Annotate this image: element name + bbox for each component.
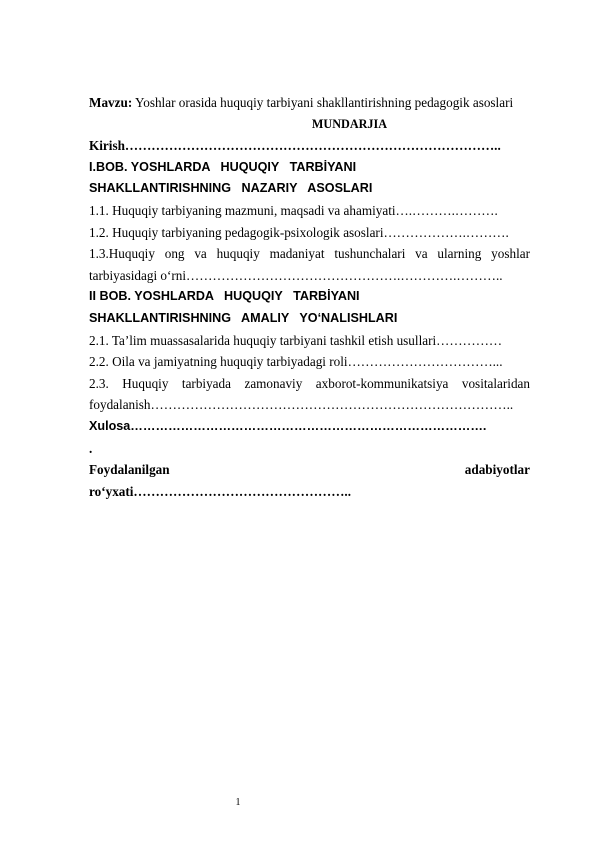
- toc-item-1-1: 1.1. Huquqiy tarbiyaning mazmuni, maqsadi va ahamiyati….……….……….: [89, 202, 498, 218]
- toc-item-1-2: 1.2. Huquqiy tarbiyaning pedagogik-psixologik asoslari……………….……….: [89, 224, 509, 240]
- chapter1-title-line1: I.BOB. YOSHLARDA HUQUQIY TARBİYANI: [89, 159, 357, 174]
- toc-references-line2: ro‘yxati…………………………………………..: [89, 483, 352, 499]
- chapter2-title-line1: II BOB. YOSHLARDA HUQUQIY TARBİYANI: [89, 289, 360, 304]
- toc-item-1-3: 1.3.Huquqiy ong va huquqiy madaniyat tushunchalari va ularning yoshlar tarbiyasidagi o‘rni………………………………………….………….………..: [89, 246, 530, 283]
- chapter2-title-line2: SHAKLLANTIRISHNING AMALIY YO‘NALISHLARI: [89, 310, 398, 325]
- toc-item-2-3: 2.3. Huquqiy tarbiyada zamonaviy axborot-kommunikatsiya vositalaridan foydalanish………………………………………………………………………..: [89, 375, 530, 413]
- toc-conclusion-dot: .: [89, 440, 93, 456]
- references-word-2: adabiyotlar: [464, 462, 530, 478]
- chapter1-title-line2: SHAKLLANTIRISHNING NAZARIY ASOSLARI: [89, 181, 373, 196]
- topic-text: Yoshlar orasida huquqiy tarbiyani shakllantirishning pedagogik asoslari: [132, 95, 514, 110]
- references-word-1: Foydalanilgan: [89, 462, 170, 478]
- toc-references-line1: [89, 459, 530, 481]
- document-body: [89, 92, 530, 502]
- toc-item-2-1: 2.1. Ta’lim muassasalarida huquqiy tarbiyani tashkil etish usullari……………: [89, 332, 503, 348]
- page-number: 1: [235, 797, 241, 808]
- toc-intro: Kirish…………………………………………………………………………..: [89, 138, 501, 154]
- toc-conclusion: Xulosa………………………………………………………………………….: [89, 418, 487, 433]
- toc-title: MUNDARJIA: [311, 116, 388, 131]
- topic-label: Mavzu:: [89, 95, 133, 110]
- topic-paragraph: [89, 92, 530, 114]
- toc-item-2-2: 2.2. Oila va jamiyatning huquqiy tarbiyadagi roli……………………………...: [89, 354, 503, 370]
